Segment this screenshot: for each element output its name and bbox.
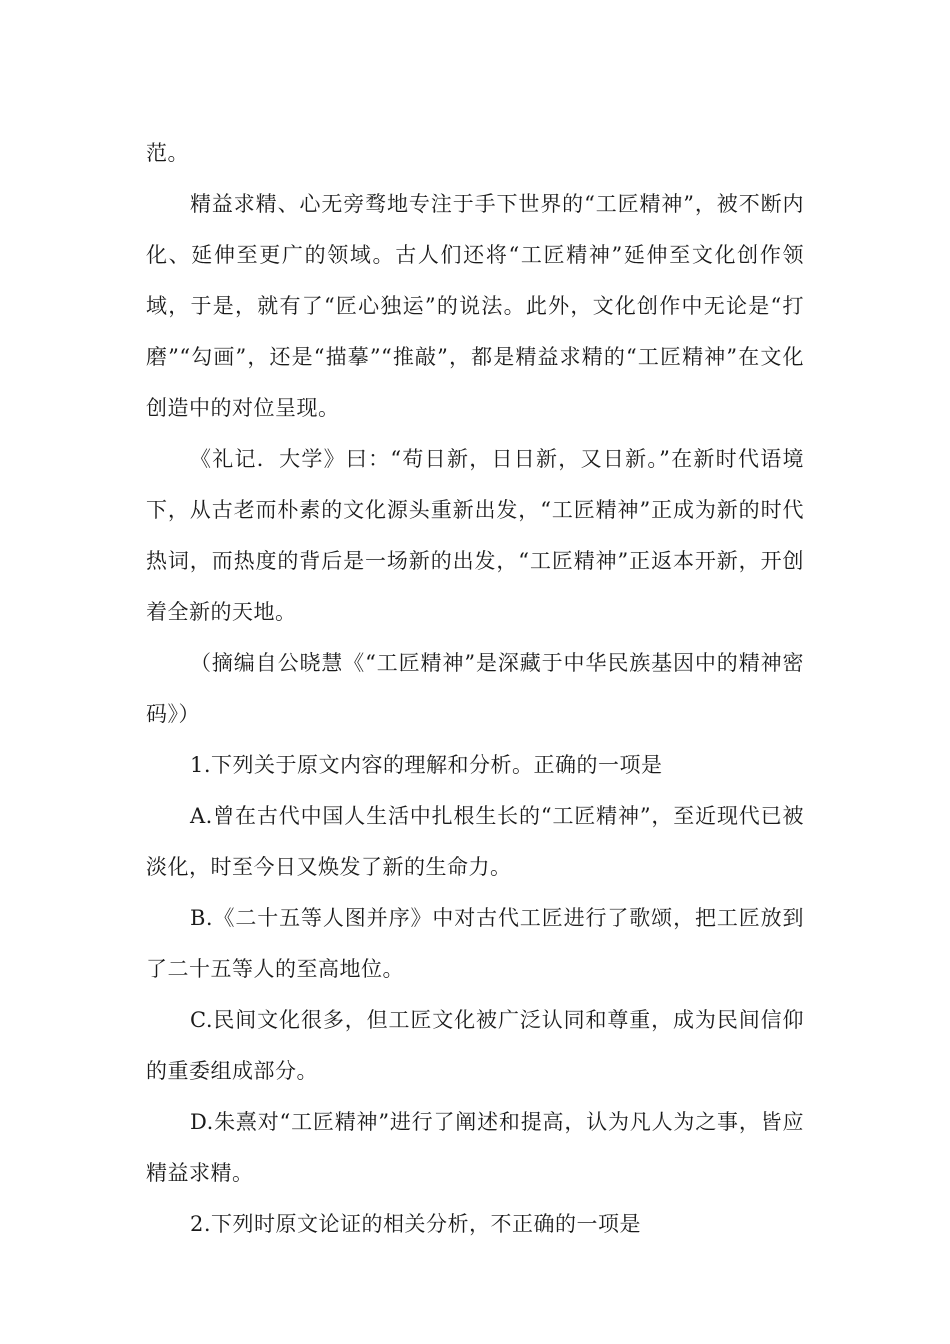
question-1-option-d: D.朱熹对“工匠精神”进行了阐述和提高，认为凡人为之事，皆应精益求精。 — [146, 1110, 804, 1185]
paragraph-liji-quote: 《礼记．大学》曰：“苟日新，日日新，又日新。”在新时代语境下，从古老而朴素的文化源头重新出发，“工匠精神”正成为新的时代热词，而热度的背后是一场新的出发，“工匠精神”正返本开新，开创着全新的天地。 — [146, 447, 804, 624]
question-1-stem: 1.下列关于原文内容的理解和分析。正确的一项是 — [190, 753, 663, 777]
question-1-option-a: A.曾在古代中国人生活中扎根生长的“工匠精神”，至近现代已被淡化，时至今日又焕发了新的生命力。 — [146, 804, 804, 879]
source-citation: （摘编自公晓慧《“工匠精神”是深藏于中华民族基因中的精神密码》） — [146, 651, 804, 726]
question-1-option-b: B.《二十五等人图并序》中对古代工匠进行了歌颂，把工匠放到了二十五等人的至高地位。 — [146, 906, 804, 981]
paragraph-craftsman-spirit: 精益求精、心无旁骛地专注于手下世界的“工匠精神”，被不断内化、延伸至更广的领域。古人们还将“工匠精神”延伸至文化创作领域，于是，就有了“匠心独运”的说法。此外，文化创作中无论是“打磨”“勾画”，还是“描摹”“推敲”，都是精益求精的“工匠精神”在文化创造中的对位呈现。 — [146, 192, 804, 420]
question-1-option-c: C.民间文化很多，但工匠文化被广泛认同和尊重，成为民间信仰的重委组成部分。 — [146, 1008, 804, 1083]
document-page — [146, 128, 804, 1250]
paragraph-fragment: 范。 — [146, 141, 189, 165]
question-2-stem: 2.下列时原文论证的相关分析，不正确的一项是 — [190, 1212, 642, 1236]
